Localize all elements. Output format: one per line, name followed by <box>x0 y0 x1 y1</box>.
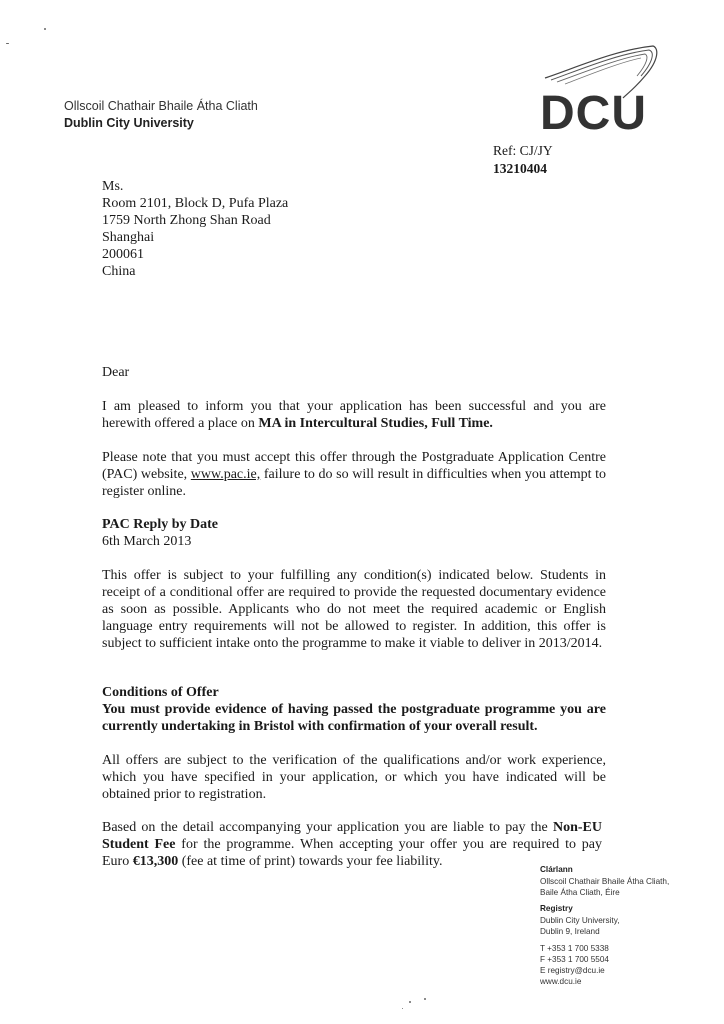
paragraph-verification: All offers are subject to the verification of the qualifications and/or work experience, which you have specified in your application, or which you have indicated will be obtained prior to registration. <box>102 753 606 802</box>
university-name-irish: Ollscoil Chathair Bhaile Átha Cliath <box>64 99 258 113</box>
footer-registry-line-2: Dublin 9, Ireland <box>540 927 600 936</box>
address-line-4: 200061 <box>102 247 144 262</box>
fee-text-3: (fee at time of print) towards your fee liability. <box>178 854 443 869</box>
paragraph-conditions-info: This offer is subject to your fulfilling any condition(s) indicated below. Students in receipt of a conditional offer are required to provide the requested documentary evidence as soon as possible. Applicants who do not meet the required academic or English language entry requirements will not be allowed to register. In addition, this offer is subject to sufficient intake onto the programme to make it viable to deliver in 2013/2014. <box>102 568 606 651</box>
greeting: Dear <box>102 365 130 380</box>
conditions-heading: Conditions of Offer <box>102 685 219 700</box>
scan-speck <box>402 1008 403 1009</box>
footer-email: E registry@dcu.ie <box>540 966 605 975</box>
scan-speck <box>424 998 426 1000</box>
footer-phone: T +353 1 700 5338 <box>540 944 609 953</box>
pac-website-link[interactable]: www.pac.ie, <box>190 467 261 482</box>
pac-text-1: Please note that you must accept this offer through the Postgraduate Application Centre (PAC) website, <box>102 450 606 482</box>
fee-type: Non-EU Student Fee <box>102 820 602 852</box>
address-line-2: 1759 North Zhong Shan Road <box>102 213 271 228</box>
pac-text-2: failure to do so will result in difficulties when you attempt to register online. <box>102 467 606 499</box>
dcu-logo-text: DCU <box>540 87 647 140</box>
university-name-english: Dublin City University <box>64 116 194 130</box>
address-line-1: Room 2101, Block D, Pufa Plaza <box>102 196 289 211</box>
address-line-3: Shanghai <box>102 230 155 245</box>
scan-speck <box>409 1001 411 1003</box>
fee-text-1: Based on the detail accompanying your application you are liable to pay the <box>102 820 553 835</box>
footer-website: www.dcu.ie <box>540 977 582 986</box>
footer-registry-line-1: Dublin City University, <box>540 916 620 925</box>
recipient-title: Ms. <box>102 179 124 194</box>
paragraph-fee <box>102 819 602 870</box>
scan-speck <box>44 28 46 30</box>
reference-line: Ref: CJ/JY <box>493 143 553 158</box>
footer-clarlann-heading: Clárlann <box>540 865 573 874</box>
footer-clarlann-line-2: Baile Átha Cliath, Éire <box>540 888 620 897</box>
reply-by-date: 6th March 2013 <box>102 534 192 549</box>
reference-number: 13210404 <box>493 161 547 176</box>
fee-amount: €13,300 <box>132 854 179 869</box>
footer-clarlann-line-1: Ollscoil Chathair Bhaile Átha Cliath, <box>540 877 670 886</box>
footer-registry-heading: Registry <box>540 904 573 913</box>
conditions-text: You must provide evidence of having passed the postgraduate programme you are currently undertaking in Bristol with confirmation of your overall result. <box>102 702 606 734</box>
offer-text: I am pleased to inform you that your application has been successful and you are herewith offered a place on <box>102 399 606 431</box>
scan-speck <box>6 43 9 44</box>
reply-by-heading: PAC Reply by Date <box>102 517 219 532</box>
paragraph-offer <box>102 398 606 432</box>
fee-text-2: for the programme. When accepting your offer you are required to pay Euro <box>102 837 602 869</box>
paragraph-pac <box>102 449 606 500</box>
footer-fax: F +353 1 700 5504 <box>540 955 609 964</box>
programme-name: MA in Intercultural Studies, Full Time. <box>258 416 493 431</box>
address-line-5: China <box>102 264 136 279</box>
